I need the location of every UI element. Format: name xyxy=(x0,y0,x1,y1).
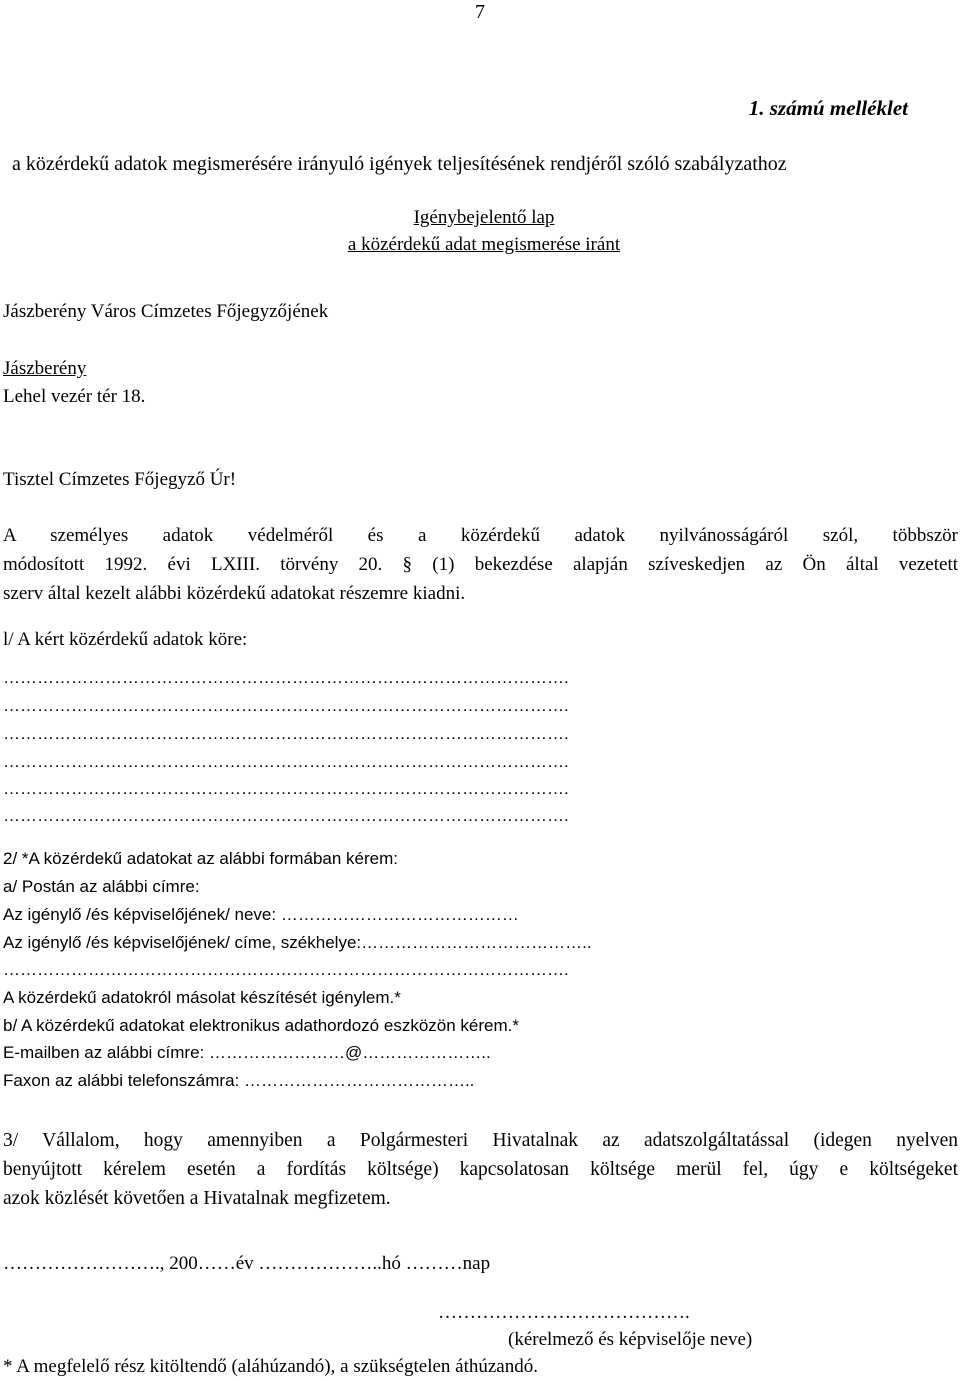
recipient-street: Lehel vezér tér 18. xyxy=(3,386,146,407)
postal-option: a/ Postán az alábbi címre: xyxy=(3,877,200,896)
date-line: ……………………., 200……év ………………..hó ………nap xyxy=(3,1253,491,1274)
commitment-line: benyújtott kérelem esetén a fordítás költsége) kapcsolatosan költsége merül fel, úgy e költségeket xyxy=(3,1159,958,1180)
commitment-line: 3/ Vállalom, hogy amennyiben a Polgármesteri Hivatalnak az adatszolgáltatással (idegen nyelven xyxy=(3,1130,958,1151)
data-scope-line: ………………………………………………………………………………………. xyxy=(3,752,569,771)
copy-request-line: A közérdekű adatokról másolat készítését igénylem.* xyxy=(3,988,401,1007)
recipient-city: Jászberény xyxy=(3,358,87,379)
greeting: Tisztel Címzetes Főjegyző Úr! xyxy=(3,469,237,490)
commitment-line: azok közlését követően a Hivatalnak megfizetem. xyxy=(3,1188,391,1209)
section2-title: 2/ *A közérdekű adatokat az alábbi formában kérem: xyxy=(3,849,399,868)
requester-name-field: Az igénylő /és képviselőjének/ neve: …………………………………… xyxy=(3,905,519,924)
cost-commitment-paragraph xyxy=(3,1126,958,1213)
page-number: 7 xyxy=(475,1,485,23)
section1-label: l/ A kért közérdekű adatok köre: xyxy=(3,629,248,650)
footnote: * A megfelelő rész kitöltendő (aláhúzandó), a szükségtelen áthúzandó. xyxy=(3,1356,538,1377)
paragraph-line: szerv által kezelt alábbi közérdekű adatokat részemre kiadni. xyxy=(3,583,466,604)
recipient-line: Jászberény Város Címzetes Főjegyzőjének xyxy=(3,301,329,322)
requester-address-field: Az igénylő /és képviselőjének/ címe, székhelye:………………………………….. xyxy=(3,933,592,952)
form-title: Igénybejelentő lap xyxy=(413,207,555,228)
data-scope-line: ………………………………………………………………………………………. xyxy=(3,806,569,825)
fax-field: Faxon az alábbi telefonszámra: ………………………………….. xyxy=(3,1071,475,1090)
email-field: E-mailben az alábbi címre: ……………………@………………….. xyxy=(3,1043,491,1062)
signature-dots: …………………………………. xyxy=(438,1302,690,1323)
paragraph-line: módosított 1992. évi LXIII. törvény 20. § (1) bekezdése alapján szíveskedjen az Ön által vezetett xyxy=(3,554,958,575)
data-scope-line: ………………………………………………………………………………………. xyxy=(3,696,569,715)
electronic-option: b/ A közérdekű adatokat elektronikus adathordozó eszközön kérem.* xyxy=(3,1016,519,1035)
signature-label: (kérelmező és képviselője neve) xyxy=(508,1329,753,1350)
annex-title: 1. számú melléklet xyxy=(748,96,908,120)
form-title-subline: a közérdekű adat megismerése iránt xyxy=(347,234,621,255)
paragraph-line: A személyes adatok védelméről és a közérdekű adatok nyilvánosságáról szól, többször xyxy=(3,525,958,546)
data-scope-line: ………………………………………………………………………………………. xyxy=(3,668,569,687)
data-scope-line: ………………………………………………………………………………………. xyxy=(3,724,569,743)
document-subtitle: a közérdekű adatok megismerésére irányuló igények teljesítésének rendjéről szóló szabályzathoz xyxy=(12,153,787,175)
request-paragraph xyxy=(3,521,958,608)
requester-address-dots: ………………………………………………………………………………………. xyxy=(3,960,569,979)
data-scope-line: ………………………………………………………………………………………. xyxy=(3,779,569,798)
